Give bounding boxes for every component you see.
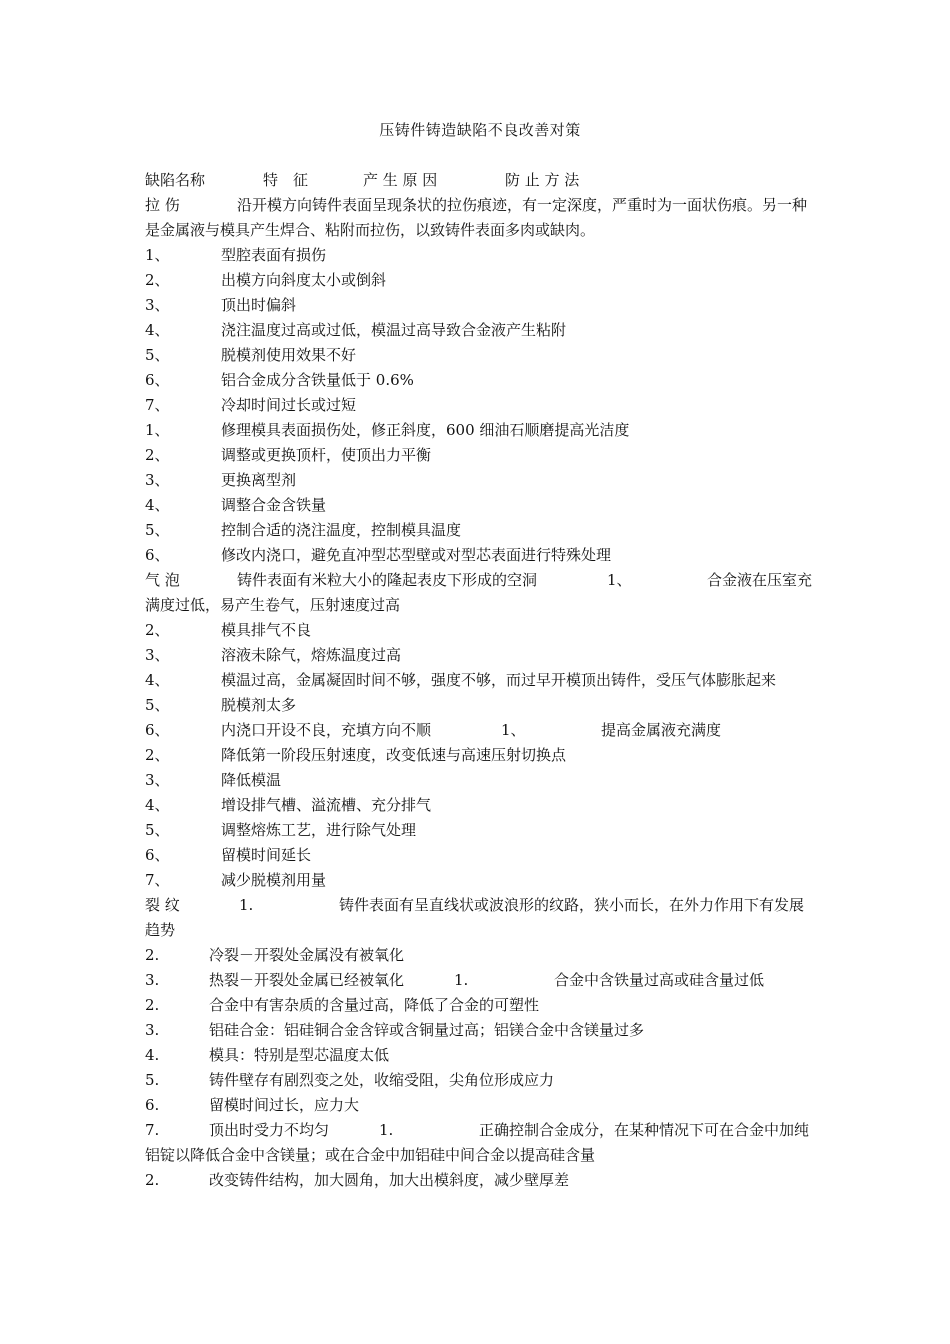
list-item: 1、 修理模具表面损伤处，修正斜度，600 细油石顺磨提高光洁度 [145,421,630,439]
list-item: 3. 铝硅合金：铝硅铜合金含锌或含铜量过高；铝镁合金中含镁量过多 [145,1021,645,1039]
list-item: 2、 出模方向斜度太小或倒斜 [145,271,387,289]
liewen-types [145,943,815,993]
defect-feature: 铸件表面有呈直线状或波浪形的纹路，狭小而长，在外力作用下有发展趋势 [145,896,805,939]
page-title: 压铸件铸造缺陷不良改善对策 [379,121,581,139]
list-item: 6、 留模时间延长 [145,846,312,864]
list-item: 1、 型腔表面有损伤 [145,246,327,264]
list-item: 6、 铝合金成分含铁量低于 0.6% [145,371,414,389]
list-item: 6. 留模时间过长，应力大 [145,1096,360,1114]
list-item: 4、 浇注温度过高或过低，模温过高导致合金液产生粘附 [145,321,567,339]
header-prevention: 防 止 方 法 [505,171,580,189]
header-cause: 产 生 原 因 [363,171,438,189]
table-header [145,168,815,193]
liewen-causes [145,993,815,1168]
list-item: 3. 热裂－开裂处金属已经被氧化 1. 合金中含铁量过高或硅含量过低 [145,971,765,989]
header-defect-name: 缺陷名称 [145,171,206,189]
lashang-causes [145,243,815,418]
list-item: 4. 模具：特别是型芯温度太低 [145,1046,390,1064]
list-item: 2. 改变铸件结构，加大圆角，加大出模斜度，减少壁厚差 [145,1171,570,1189]
defect-liewen-feature: 裂 纹 1. 铸件表面有呈直线状或波浪形的纹路，狭小而长，在外力作用下有发展趋势 [145,893,815,943]
lashang-fixes [145,418,815,568]
qipao-causes [145,618,815,743]
list-item: 4、 增设排气槽、溢流槽、充分排气 [145,796,432,814]
list-item: 7. 顶出时受力不均匀 1. 正确控制合金成分，在某种情况下可在合金中加纯铝锭以降低合金中含镁量；或在合金中加铝硅中间合金以提高硅含量 [145,1121,810,1164]
list-item: 5、 脱模剂太多 [145,696,297,714]
defect-name: 裂 纹 [145,896,180,914]
list-item: 5. 铸件壁存有剧烈变之处，收缩受阻，尖角位形成应力 [145,1071,555,1089]
list-item: 5、 控制合适的浇注温度，控制模具温度 [145,521,462,539]
list-item: 4、 模温过高，金属凝固时间不够，强度不够，而过早开模顶出铸件，受压气体膨胀起来 [145,671,777,689]
defect-qipao-feature: 气 泡 铸件表面有米粒大小的隆起表皮下形成的空洞 1、 合金液在压室充满度过低，易产生卷气，压射速度过高 [145,568,815,618]
header-feature: 特 征 [263,171,309,189]
list-item: 2、 调整或更换顶杆，使顶出力平衡 [145,446,432,464]
document-body [145,118,815,1193]
list-item: 6、 内浇口开设不良，充填方向不顺 1、 提高金属液充满度 [145,721,722,739]
list-item: 3、 更换离型剂 [145,471,297,489]
defect-name: 气 泡 [145,571,180,589]
list-item: 2. 冷裂－开裂处金属没有被氧化 [145,946,405,964]
list-item: 4、 调整合金含铁量 [145,496,327,514]
list-item: 5、 脱模剂使用效果不好 [145,346,357,364]
liewen-fixes [145,1168,815,1193]
list-item: 5、 调整熔炼工艺，进行除气处理 [145,821,417,839]
list-item: 6、 修改内浇口，避免直冲型芯型壁或对型芯表面进行特殊处理 [145,546,612,564]
qipao-fixes [145,743,815,893]
defect-feature: 沿开模方向铸件表面呈现条状的拉伤痕迹，有一定深度，严重时为一面状伤痕。另一种是金属液与模具产生焊合、粘附而拉伤，以致铸件表面多肉或缺肉。 [145,196,808,239]
list-item: 3、 溶液未除气，熔炼温度过高 [145,646,402,664]
list-item: 3、 降低模温 [145,771,282,789]
list-item: 2. 合金中有害杂质的含量过高，降低了合金的可塑性 [145,996,540,1014]
list-item: 2、 模具排气不良 [145,621,312,639]
list-item: 7、 冷却时间过长或过短 [145,396,357,414]
list-item: 7、 减少脱模剂用量 [145,871,327,889]
defect-feature: 铸件表面有米粒大小的隆起表皮下形成的空洞 [237,571,538,589]
list-item: 2、 降低第一阶段压射速度，改变低速与高速压射切换点 [145,746,567,764]
list-item: 3、 顶出时偏斜 [145,296,297,314]
defect-lashang-feature [145,193,815,243]
defect-name: 拉 伤 [145,196,180,214]
